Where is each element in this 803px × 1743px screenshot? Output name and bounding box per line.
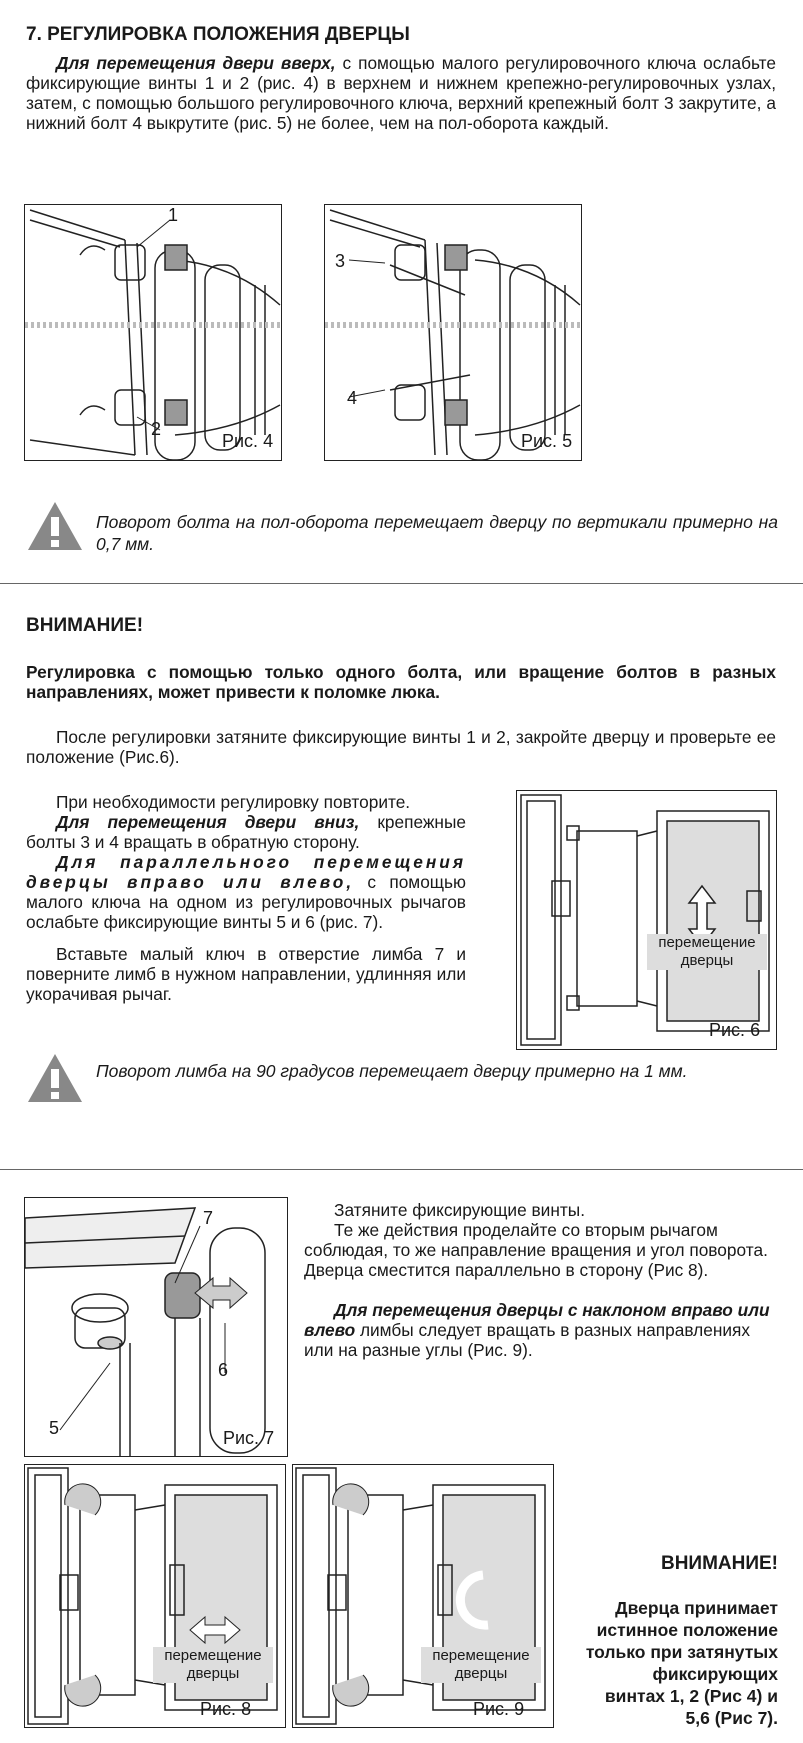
parallel-move-bold: Для параллельного перемещения дверцы вправо или влево, (26, 852, 466, 892)
attention-2-line-4: фиксирующих (652, 1664, 778, 1684)
figure-4-caption: Рис. 4 (222, 431, 274, 451)
attention-2-line-5: винтах 1, 2 (Рис 4) и (604, 1686, 778, 1706)
attention-2-line-2: истинное положение (596, 1620, 778, 1640)
warning-2-text: Поворот лимба на 90 градусов перемещает дверцу примерно на 1 мм. (96, 1061, 688, 1081)
move-down-bold: Для перемещения двери вниз, (56, 812, 360, 832)
figure-9 (292, 1464, 554, 1728)
section-intro-paragraph (26, 53, 776, 133)
after-adjust-paragraph: После регулировки затяните фиксирующие винты 1 и 2, закройте дверцу и проверьте ее положение (Рис.6). (26, 727, 776, 767)
figure-7-label-6: 6 (218, 1360, 229, 1380)
figure-9-move-label-line-2: дверцы (454, 1665, 508, 1682)
warning-triangle-icon (26, 500, 84, 552)
figure-7-label-7: 7 (203, 1208, 214, 1228)
section-title: 7. РЕГУЛИРОВКА ПОЛОЖЕНИЯ ДВЕРЦЫ (26, 24, 410, 45)
attention-2-line-1: Дверца принимает (615, 1598, 778, 1618)
attention-2-line-6: 5,6 (Рис 7). (685, 1708, 778, 1728)
figure-8 (24, 1464, 286, 1728)
divider (0, 1169, 803, 1170)
figure-7-caption: Рис. 7 (223, 1428, 275, 1448)
rotation-arrow-icon (333, 1675, 369, 1706)
figure-4 (24, 204, 282, 461)
figure-7-drawing (25, 1198, 287, 1456)
figure-4-label-2: 2 (151, 419, 162, 439)
figure-9-caption: Рис. 9 (473, 1699, 525, 1719)
attention-2-line-3: только при затянутых (585, 1642, 778, 1662)
insert-key-paragraph: Вставьте малый ключ в отверстие лимба 7 и поверните лимб в нужном направлении, удлинняя или укорачивая рычаг. (26, 944, 466, 1004)
figure-8-move-label (153, 1647, 273, 1683)
move-down-paragraph (26, 812, 466, 852)
figure-4-label-1: 1 (168, 205, 179, 225)
figure-5-label-4: 4 (347, 388, 358, 408)
figure-7 (24, 1197, 288, 1457)
figure-5 (324, 204, 582, 461)
figure-6-move-label-line-1: перемещение (658, 934, 756, 951)
move-down-rest: крепежные болты 3 и 4 вращать в обратную сторону. (26, 812, 467, 852)
figure-9-move-label-line-1: перемещение (432, 1647, 530, 1664)
intro-rest: с помощью малого регулировочного ключа ослабьте фиксирующие винты 1 и 2 (рис. 4) в верхнем и нижнем крепежно-регулировочных узлах, затем, с помощью большого регулировочного ключа, верхний крепежный болт 3 закрутите, а нижний болт 4 выкрутите (рис. 5) не более, чем на пол-оборота каждый. (26, 53, 776, 133)
tilt-move-rest: лимбы следует вращать в разных направлениях или на разные углы (Рис. 9). (304, 1320, 751, 1360)
intro-bold-lead: Для перемещения двери вверх, (56, 53, 336, 73)
figure-6-move-label-line-2: дверцы (680, 952, 734, 969)
figure-6-caption: Рис. 6 (709, 1020, 761, 1040)
figure-8-move-label-line-1: перемещение (164, 1647, 262, 1664)
figure-9-drawing (293, 1465, 553, 1727)
attention-2-title: ВНИМАНИЕ! (660, 1553, 778, 1574)
figure-5-label-3: 3 (335, 251, 346, 271)
tilt-move-paragraph (304, 1300, 774, 1360)
tilt-move-bold: Для перемещения дверцы с наклоном вправо или влево (304, 1300, 770, 1340)
divider (0, 583, 803, 584)
figure-9-move-label (421, 1647, 541, 1683)
parallel-move-rest: с помощью малого ключа на одном из регулировочных рычагов ослабьте фиксирующие винты 5 и 6 (рис. 7). (26, 872, 466, 932)
horizontal-move-arrow-icon (195, 1278, 247, 1308)
attention-2-text (550, 1597, 778, 1729)
figure-5-caption: Рис. 5 (521, 431, 573, 451)
parallel-move-paragraph (26, 852, 466, 932)
figure-6-drawing (517, 791, 776, 1049)
figure-6 (516, 790, 777, 1050)
figure-8-move-label-line-2: дверцы (186, 1665, 240, 1682)
tighten-paragraph: Затяните фиксирующие винты. (334, 1200, 586, 1220)
second-lever-paragraph: Те же действия проделайте со вторым рычагом соблюдая, то же направление вращения и угол поворота. Дверца сместится параллельно в сторону (Рис 8). (304, 1220, 768, 1280)
rotation-arrow-icon (65, 1484, 101, 1515)
rotation-arrow-icon (65, 1675, 101, 1706)
warning-1-text: Поворот болта на пол-оборота перемещает дверцу по вертикали примерно на 0,7 мм. (96, 512, 778, 554)
figure-8-caption: Рис. 8 (200, 1699, 252, 1719)
figure-6-move-label (647, 934, 767, 970)
figure-5-drawing (325, 205, 581, 460)
figure-7-label-5: 5 (49, 1418, 60, 1438)
figure-8-drawing (25, 1465, 285, 1727)
attention-bold-text: Регулировка с помощью только одного болта, или вращение болтов в разных направлениях, может привести к поломке люка. (26, 662, 776, 702)
attention-title: ВНИМАНИЕ! (26, 615, 144, 636)
rotation-arrow-icon (333, 1484, 369, 1515)
repeat-paragraph: При необходимости регулировку повторите. (56, 792, 411, 812)
warning-triangle-icon (26, 1052, 84, 1104)
